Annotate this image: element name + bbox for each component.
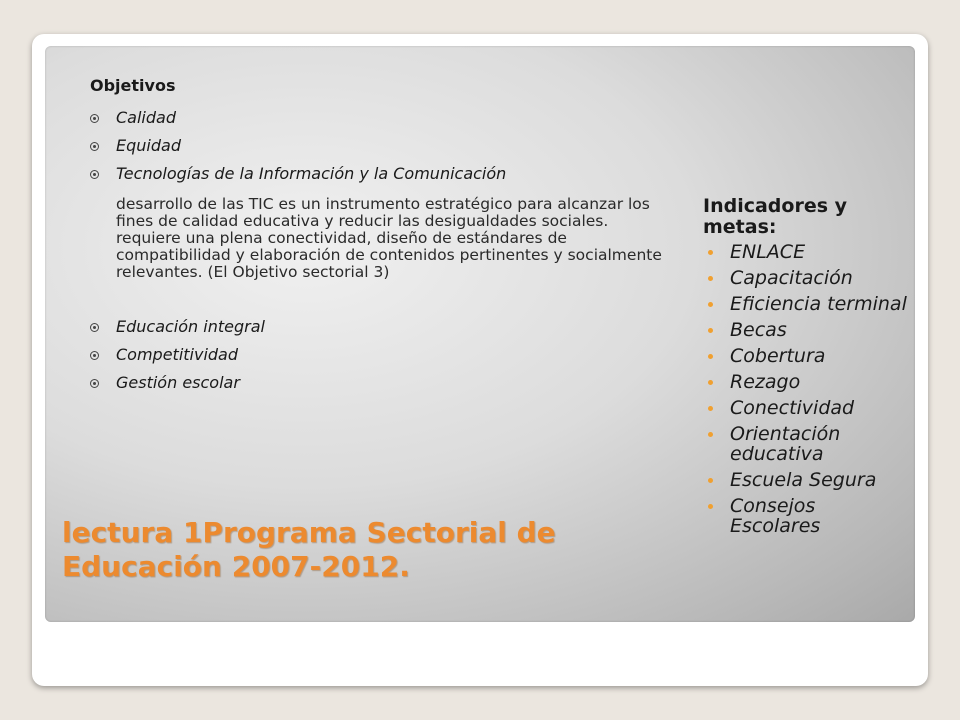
indicator-item [703, 268, 908, 288]
objective-item [90, 373, 680, 401]
indicator-label: Escuela Segura [730, 469, 877, 491]
dot-bullet-icon [708, 504, 713, 509]
indicator-label: Rezago [730, 371, 801, 393]
objective-item [90, 108, 680, 136]
dot-bullet-icon [708, 276, 713, 281]
dot-bullet-icon [708, 328, 713, 333]
objectives-section [90, 76, 680, 401]
dot-bullet-icon [708, 478, 713, 483]
dot-bullet-icon [708, 354, 713, 359]
indicators-section [703, 196, 908, 542]
indicator-item [703, 372, 908, 392]
dot-bullet-icon [708, 380, 713, 385]
indicator-item [703, 496, 908, 536]
dot-bullet-icon [708, 406, 713, 411]
objective-label: Gestión escolar [116, 373, 240, 392]
indicator-label: Cobertura [730, 345, 826, 367]
objective-label: Competitividad [116, 345, 239, 364]
indicator-item [703, 320, 908, 340]
indicator-item [703, 294, 908, 314]
slide-title [62, 516, 662, 584]
indicator-label: Consejos Escolares [730, 495, 821, 537]
objectives-list-top [90, 108, 680, 192]
indicator-label: ENLACE [730, 241, 806, 263]
slide-title-line: Educación 2007-2012. [62, 550, 410, 583]
indicator-item [703, 346, 908, 366]
objective-label: Calidad [116, 108, 176, 127]
circle-dot-bullet-icon [90, 379, 99, 388]
indicator-item [703, 424, 908, 464]
indicator-item [703, 470, 908, 490]
objectives-heading: Objetivos [90, 76, 176, 95]
indicator-label: Conectividad [730, 397, 855, 419]
objective-item [90, 345, 680, 373]
indicator-label: Eficiencia terminal [730, 293, 907, 315]
circle-dot-bullet-icon [90, 142, 99, 151]
objective-item [90, 317, 680, 345]
objective-item [90, 164, 680, 192]
dot-bullet-icon [708, 302, 713, 307]
circle-dot-bullet-icon [90, 323, 99, 332]
objective-description: desarrollo de las TIC es un instrumento estratégico para alcanzar los fines de calidad educativa y reducir las desigualdades sociales. requiere una plena conectividad, diseño de estándares de compatibilidad y elaboración de contenidos pertinentes y socialmente relevantes. (El Objetivo sectorial 3) [116, 195, 662, 281]
indicator-label: Capacitación [730, 267, 853, 289]
indicators-list [703, 242, 908, 536]
objective-label: Tecnologías de la Información y la Comunicación [116, 164, 507, 183]
circle-dot-bullet-icon [90, 114, 99, 123]
objectives-list-bottom [90, 317, 680, 401]
indicators-heading: Indicadores y metas: [703, 195, 848, 238]
objective-item [90, 136, 680, 164]
indicator-label: Becas [730, 319, 787, 341]
dot-bullet-icon [708, 250, 713, 255]
circle-dot-bullet-icon [90, 351, 99, 360]
indicator-item [703, 398, 908, 418]
circle-dot-bullet-icon [90, 170, 99, 179]
dot-bullet-icon [708, 432, 713, 437]
slide-title-line: lectura 1Programa Sectorial de [62, 516, 556, 549]
indicator-item [703, 242, 908, 262]
objective-label: Equidad [116, 136, 181, 155]
indicator-label: Orientación educativa [730, 423, 841, 465]
objective-label: Educación integral [116, 317, 265, 336]
